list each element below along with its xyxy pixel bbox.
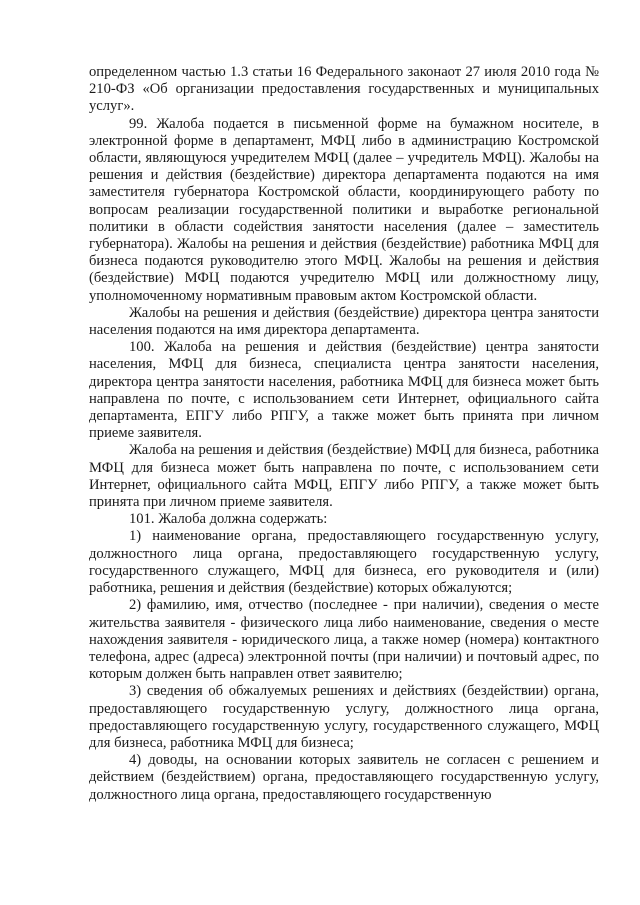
paragraph-100-mfc: Жалоба на решения и действия (бездействие) МФЦ для бизнеса, работника МФЦ для бизнеса может быть направлена по почте, с использованием сети Интернет, официального сайта МФЦ, ЕПГУ либо РПГУ, а также может быть принята при личном приеме заявителя. — [89, 442, 599, 511]
paragraph-99-directors: Жалобы на решения и действия (бездействие) директора центра занятости населения подаются на имя директора департамента. — [89, 304, 599, 339]
paragraph-100: 100. Жалоба на решения и действия (бездействие) центра занятости населения, МФЦ для бизнеса, специалиста центра занятости населения, директора центра занятости населения, работника МФЦ для бизнеса может быть направлена по почте, с использованием сети Интернет, официального сайта департамента, ЕПГУ либо РПГУ, а также может быть принята при личном приеме заявителя. — [89, 339, 599, 442]
paragraph-101: 101. Жалоба должна содержать: — [129, 511, 328, 528]
paragraph-continuation: определенном частью 1.3 статьи 16 Федерального законаот 27 июля 2010 года № 210-ФЗ «Об организации предоставления государственных и муниципальных услуг». — [89, 64, 599, 115]
list-item-2: 2) фамилию, имя, отчество (последнее - при наличии), сведения о месте жительства заявителя - физического лица либо наименование, сведения о месте нахождения заявителя - юридического лица, а также номер (номера) контактного телефона, адрес (адреса) электронной почты (при наличии) и почтовый адрес, по которым должен быть направлен ответ заявителю; — [89, 597, 599, 683]
document-page — [89, 64, 599, 804]
list-item-4: 4) доводы, на основании которых заявитель не согласен с решением и действием (бездействием) органа, предоставляющего государственную услугу, должностного лица органа, предоставляющего государственную — [89, 752, 599, 803]
list-item-3: 3) сведения об обжалуемых решениях и действиях (бездействии) органа, предоставляющего государственную услугу, должностного лица органа, предоставляющего государственную услугу, государственного служащего, МФЦ для бизнеса, работника МФЦ для бизнеса; — [89, 683, 599, 751]
list-item-1: 1) наименование органа, предоставляющего государственную услугу, должностного лица органа, предоставляющего государственную услугу, государственного служащего, МФЦ для бизнеса, его руководителя и (или) работника, решения и действия (бездействие) которых обжалуются; — [89, 528, 599, 597]
paragraph-99: 99. Жалоба подается в письменной форме на бумажном носителе, в электронной форме в департамент, МФЦ либо в администрацию Костромской области, являющуюся учредителем МФЦ (далее – учредитель МФЦ). Жалобы на решения и действия (бездействие) директора департамента подаются на имя заместителя губернатора Костромской области, координирующего работу по вопросам реализации государственной политики и выработке региональной политики в области содействия занятости населения (далее – заместитель губернатора). Жалобы на решения и действия (бездействие) работника МФЦ для бизнеса подаются руководителю этого МФЦ. Жалобы на решения и действия (бездействие) МФЦ подаются учредителю МФЦ или должностному лицу, уполномоченному нормативным правовым актом Костромской области. — [89, 115, 599, 304]
